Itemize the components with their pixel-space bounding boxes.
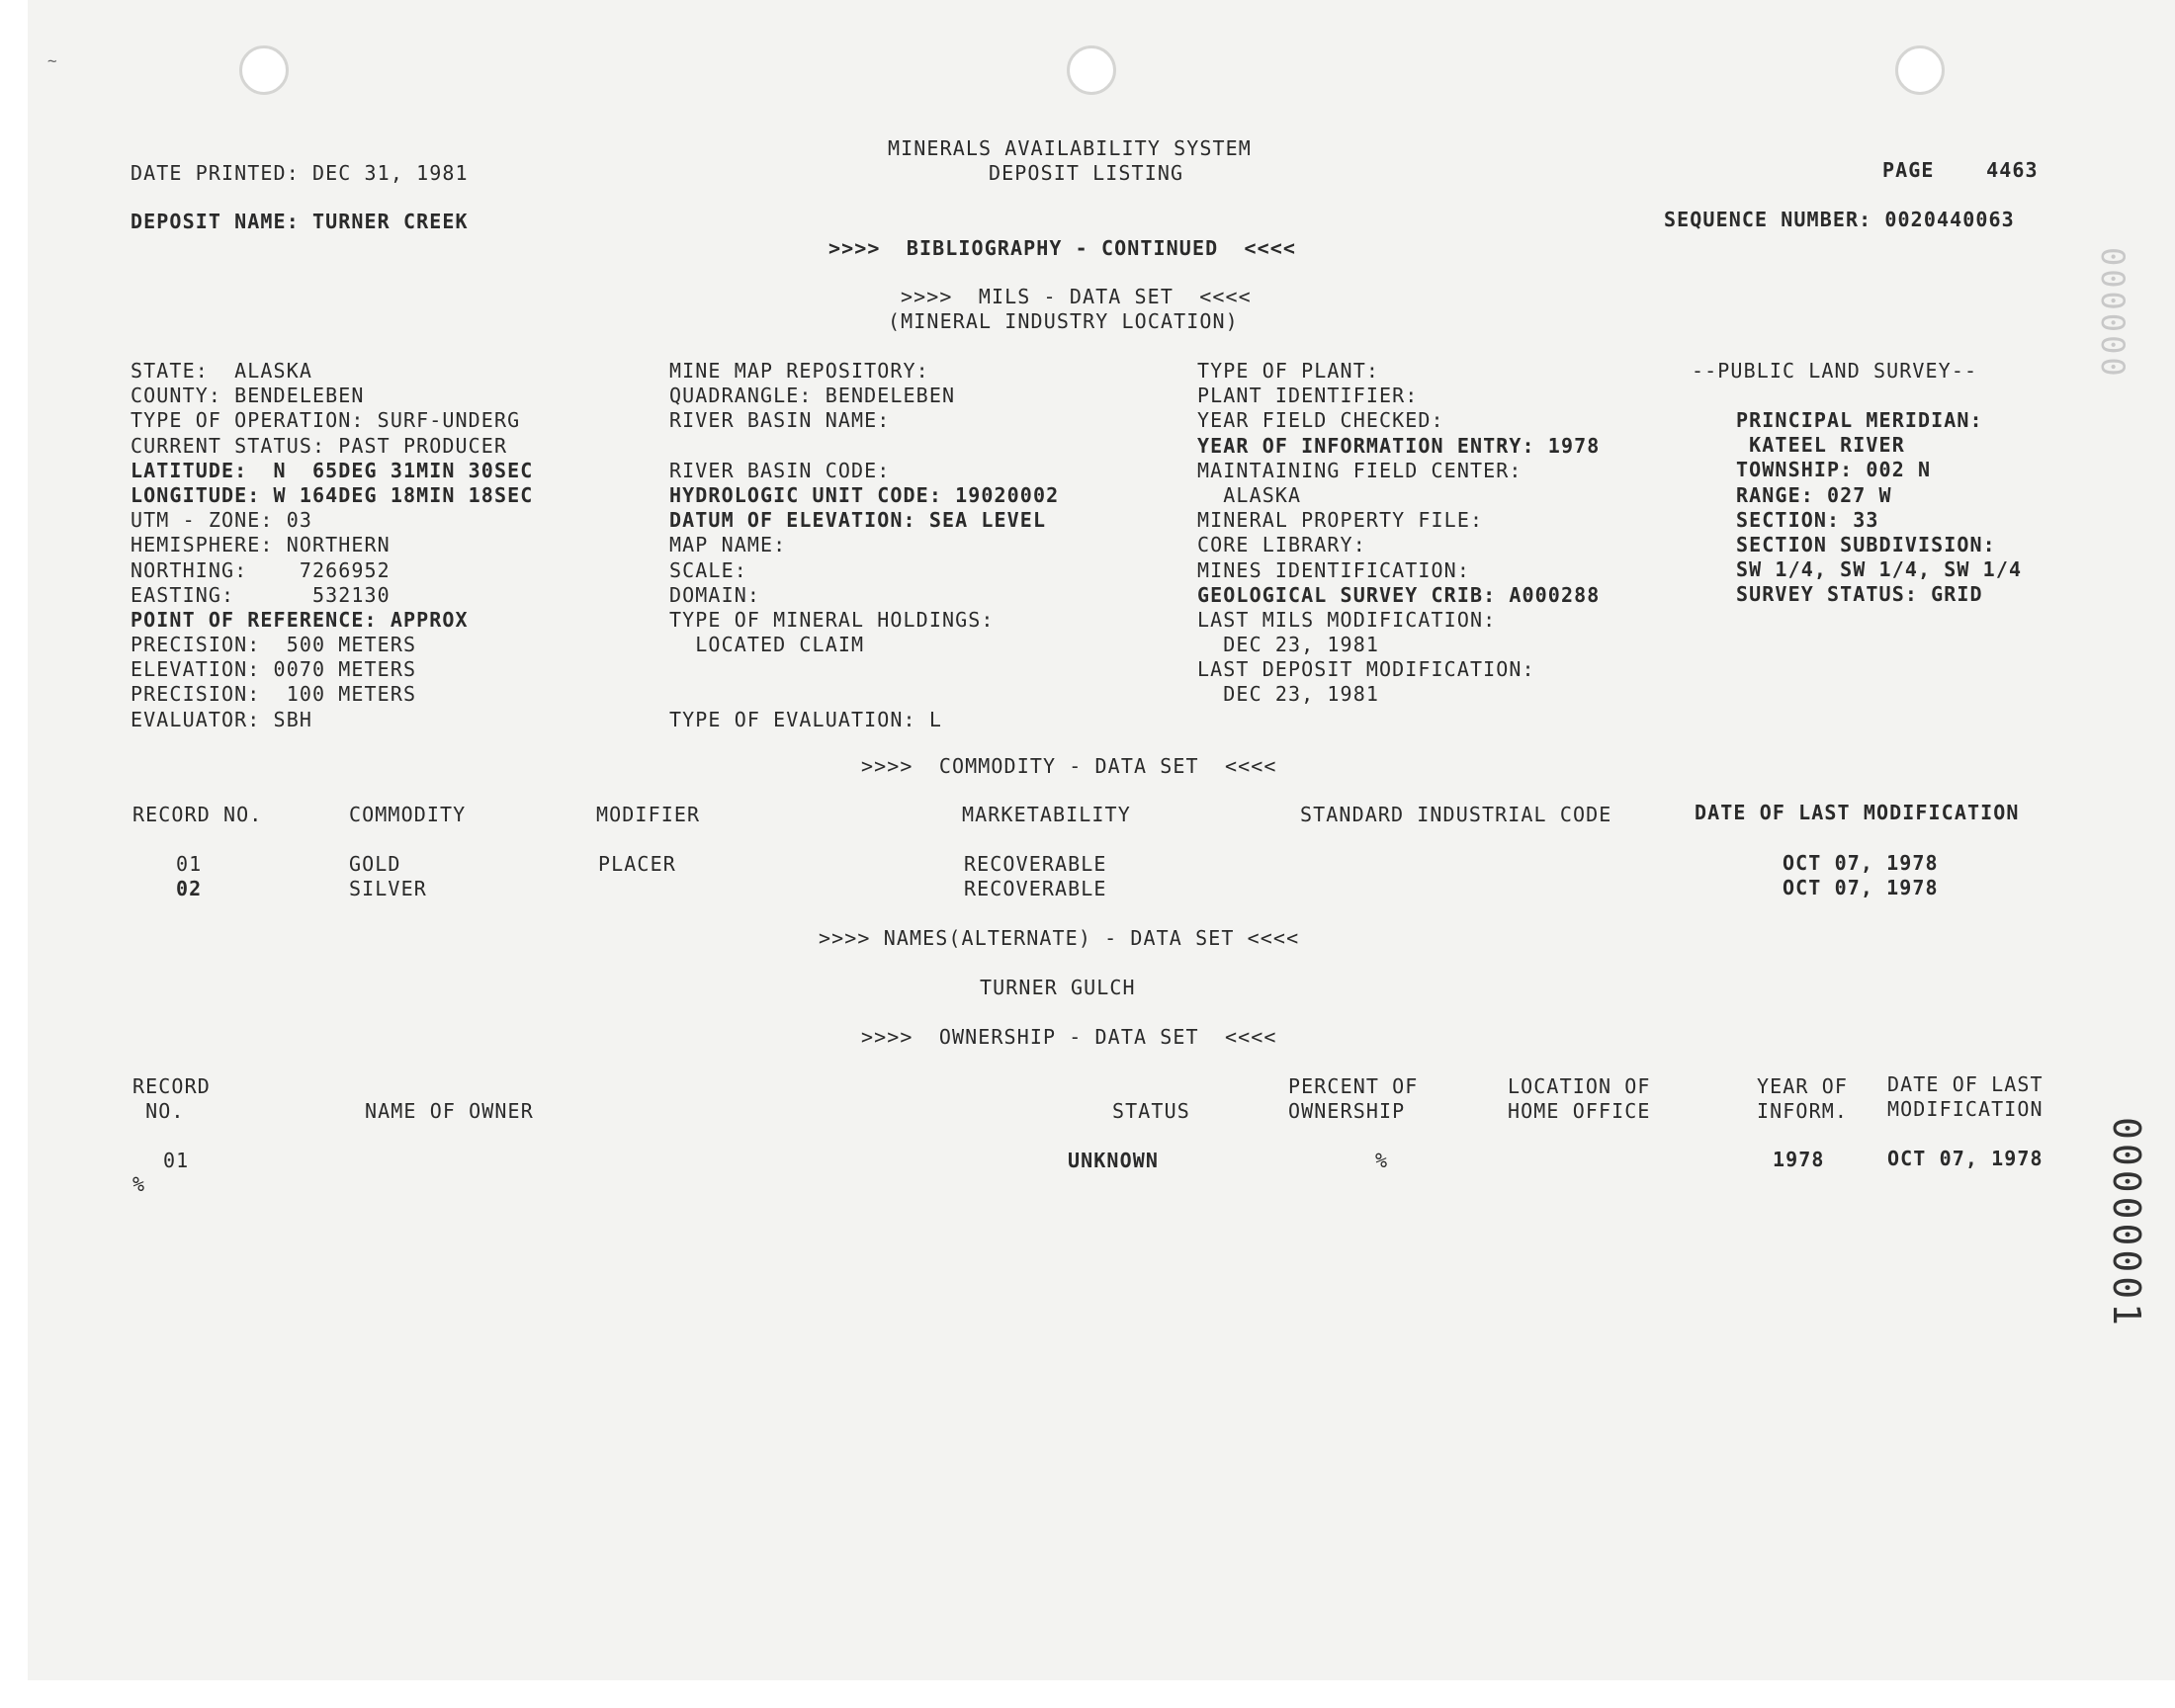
commodity-date: OCT 07, 1978 xyxy=(1783,851,1939,875)
sequence-number: SEQUENCE NUMBER: 0020440063 xyxy=(1664,208,2015,231)
mils-field: QUADRANGLE: BENDELEBEN xyxy=(669,384,956,408)
faded-vertical-stamp xyxy=(2086,247,2145,405)
pencil-mark: ~ xyxy=(47,51,57,70)
mils-field: SURVEY STATUS: GRID xyxy=(1736,582,1983,607)
mils-field: TOWNSHIP: 002 N xyxy=(1736,458,1932,482)
commodity-date: OCT 07, 1978 xyxy=(1783,876,1939,899)
commodity-record: 01 xyxy=(176,852,203,876)
ownership-header-date-2: MODIFICATION xyxy=(1887,1097,2044,1121)
commodity-header-marketability: MARKETABILITY xyxy=(962,803,1131,826)
mils-field: SECTION SUBDIVISION: xyxy=(1736,532,1996,556)
system-title: MINERALS AVAILABILITY SYSTEM xyxy=(888,136,1252,160)
punch-hole xyxy=(239,45,289,95)
mils-field: TYPE OF EVALUATION: L xyxy=(669,707,942,731)
commodity-heading: >>>> COMMODITY - DATA SET <<<< xyxy=(861,754,1277,778)
punch-hole xyxy=(1895,45,1945,95)
mils-field: GEOLOGICAL SURVEY CRIB: A000288 xyxy=(1197,582,1601,607)
mils-field: TYPE OF OPERATION: SURF-UNDERG xyxy=(130,408,521,433)
mils-field: YEAR FIELD CHECKED: xyxy=(1197,408,1444,433)
mils-column-survey xyxy=(1736,408,2022,608)
mils-field: MINERAL PROPERTY FILE: xyxy=(1197,508,1484,533)
mils-field: MAINTAINING FIELD CENTER: xyxy=(1197,458,1522,482)
mils-field: PRECISION: 100 METERS xyxy=(130,682,417,707)
ownership-header-owner: NAME OF OWNER xyxy=(365,1099,534,1123)
names-heading: >>>> NAMES(ALTERNATE) - DATA SET <<<< xyxy=(819,926,1300,950)
mils-field: HYDROLOGIC UNIT CODE: 19020002 xyxy=(669,482,1060,507)
commodity-marketability: RECOVERABLE xyxy=(964,852,1107,876)
commodity-name: GOLD xyxy=(349,852,401,876)
mils-field: CORE LIBRARY: xyxy=(1197,533,1366,557)
deposit-name: DEPOSIT NAME: TURNER CREEK xyxy=(130,210,469,233)
mils-field: POINT OF REFERENCE: APPROX xyxy=(130,607,469,632)
mils-field: MINES IDENTIFICATION: xyxy=(1197,557,1470,582)
page-number: PAGE 4463 xyxy=(1882,158,2039,182)
mils-field: SECTION: 33 xyxy=(1736,507,1879,532)
ownership-header-date: DATE OF LAST xyxy=(1887,1072,2044,1096)
punch-hole xyxy=(1067,45,1116,95)
ownership-footnote: % xyxy=(132,1172,146,1196)
commodity-header-modifier: MODIFIER xyxy=(596,803,701,826)
ownership-header-location: LOCATION OF xyxy=(1508,1074,1651,1098)
mils-field: NORTHING: 7266952 xyxy=(130,557,391,582)
mils-field: ELEVATION: 0070 METERS xyxy=(130,657,417,682)
mils-field: RIVER BASIN CODE: xyxy=(669,458,891,482)
mils-field: DOMAIN: xyxy=(669,582,760,607)
vertical-stamp xyxy=(2096,1117,2155,1374)
mils-field: DEC 23, 1981 xyxy=(1197,633,1379,657)
commodity-header-date: DATE OF LAST MODIFICATION xyxy=(1695,801,2020,824)
vertical-stamp-text: 00000001 xyxy=(2105,1117,2148,1330)
ownership-header-year: YEAR OF xyxy=(1757,1074,1848,1098)
ownership-heading: >>>> OWNERSHIP - DATA SET <<<< xyxy=(861,1025,1277,1049)
mils-field: LAST MILS MODIFICATION: xyxy=(1197,607,1497,632)
mils-field: TYPE OF PLANT: xyxy=(1197,359,1379,383)
mils-column-location xyxy=(130,359,533,732)
mils-field: CURRENT STATUS: PAST PRODUCER xyxy=(130,433,508,458)
mils-field: DATUM OF ELEVATION: SEA LEVEL xyxy=(669,508,1047,533)
commodity-modifier: PLACER xyxy=(598,852,676,876)
mils-field: EVALUATOR: SBH xyxy=(130,707,312,731)
mils-field: PLANT IDENTIFIER: xyxy=(1197,384,1419,408)
mils-field: STATE: ALASKA xyxy=(130,359,312,383)
mils-field: HEMISPHERE: NORTHERN xyxy=(130,533,391,557)
commodity-name: SILVER xyxy=(349,877,427,900)
faded-vertical-stamp-text: 000000 xyxy=(2094,247,2132,380)
ownership-date: OCT 07, 1978 xyxy=(1887,1147,2044,1170)
mils-field: SW 1/4, SW 1/4, SW 1/4 xyxy=(1736,557,2023,582)
ownership-header-percent-2: OWNERSHIP xyxy=(1288,1099,1406,1123)
mils-field: DEC 23, 1981 xyxy=(1197,682,1379,707)
ownership-header-year-2: INFORM. xyxy=(1757,1099,1848,1123)
ownership-status: UNKNOWN xyxy=(1068,1149,1159,1172)
mils-heading: >>>> MILS - DATA SET <<<< xyxy=(901,285,1252,308)
commodity-header-record: RECORD NO. xyxy=(132,803,263,826)
mils-field: KATEEL RIVER xyxy=(1736,433,1905,458)
mils-field: RIVER BASIN NAME: xyxy=(669,408,891,433)
mils-field: MAP NAME: xyxy=(669,533,787,557)
mils-field: PRINCIPAL MERIDIAN: xyxy=(1736,408,1983,432)
mils-field: LATITUDE: N 65DEG 31MIN 30SEC xyxy=(130,458,534,482)
commodity-marketability: RECOVERABLE xyxy=(964,877,1107,900)
mils-field: RANGE: 027 W xyxy=(1736,482,1892,507)
commodity-record: 02 xyxy=(176,877,203,900)
mils-field: UTM - ZONE: 03 xyxy=(130,508,312,533)
mils-field xyxy=(669,682,1059,707)
ownership-header-status: STATUS xyxy=(1112,1099,1190,1123)
mils-field: MINE MAP REPOSITORY: xyxy=(669,359,929,383)
ownership-header-record: RECORD xyxy=(132,1074,211,1098)
mils-column-plant xyxy=(1197,359,1600,708)
mils-field: ALASKA xyxy=(1197,482,1302,507)
document-page xyxy=(28,0,2175,1680)
ownership-header-percent: PERCENT OF xyxy=(1288,1074,1419,1098)
commodity-header-sic: STANDARD INDUSTRIAL CODE xyxy=(1300,803,1612,826)
ownership-percent: % xyxy=(1375,1149,1389,1172)
mils-field xyxy=(669,657,1059,682)
mils-field xyxy=(669,434,1059,459)
mils-field: YEAR OF INFORMATION ENTRY: 1978 xyxy=(1197,433,1601,458)
date-printed: DATE PRINTED: DEC 31, 1981 xyxy=(130,161,469,185)
alternate-name: TURNER GULCH xyxy=(980,976,1136,999)
mils-field: COUNTY: BENDELEBEN xyxy=(130,384,365,408)
mils-field: LAST DEPOSIT MODIFICATION: xyxy=(1197,657,1535,682)
mils-field: LOCATED CLAIM xyxy=(669,633,865,657)
listing-title: DEPOSIT LISTING xyxy=(989,161,1184,185)
ownership-record: 01 xyxy=(163,1149,190,1172)
mils-field: TYPE OF MINERAL HOLDINGS: xyxy=(669,607,995,632)
mils-field: EASTING: 532130 xyxy=(130,582,391,607)
public-land-survey-title: --PUBLIC LAND SURVEY-- xyxy=(1692,359,1978,383)
ownership-year: 1978 xyxy=(1773,1148,1825,1171)
mils-field: LONGITUDE: W 164DEG 18MIN 18SEC xyxy=(130,482,534,507)
mils-field: PRECISION: 500 METERS xyxy=(130,633,417,657)
mils-subheading: (MINERAL INDUSTRY LOCATION) xyxy=(888,309,1239,333)
mils-field: SCALE: xyxy=(669,557,747,582)
ownership-header-record-no: NO. xyxy=(132,1099,185,1123)
ownership-header-location-2: HOME OFFICE xyxy=(1508,1099,1651,1123)
commodity-header-commodity: COMMODITY xyxy=(349,803,467,826)
bibliography-heading: >>>> BIBLIOGRAPHY - CONTINUED <<<< xyxy=(828,236,1297,260)
mils-column-map xyxy=(669,359,1059,732)
